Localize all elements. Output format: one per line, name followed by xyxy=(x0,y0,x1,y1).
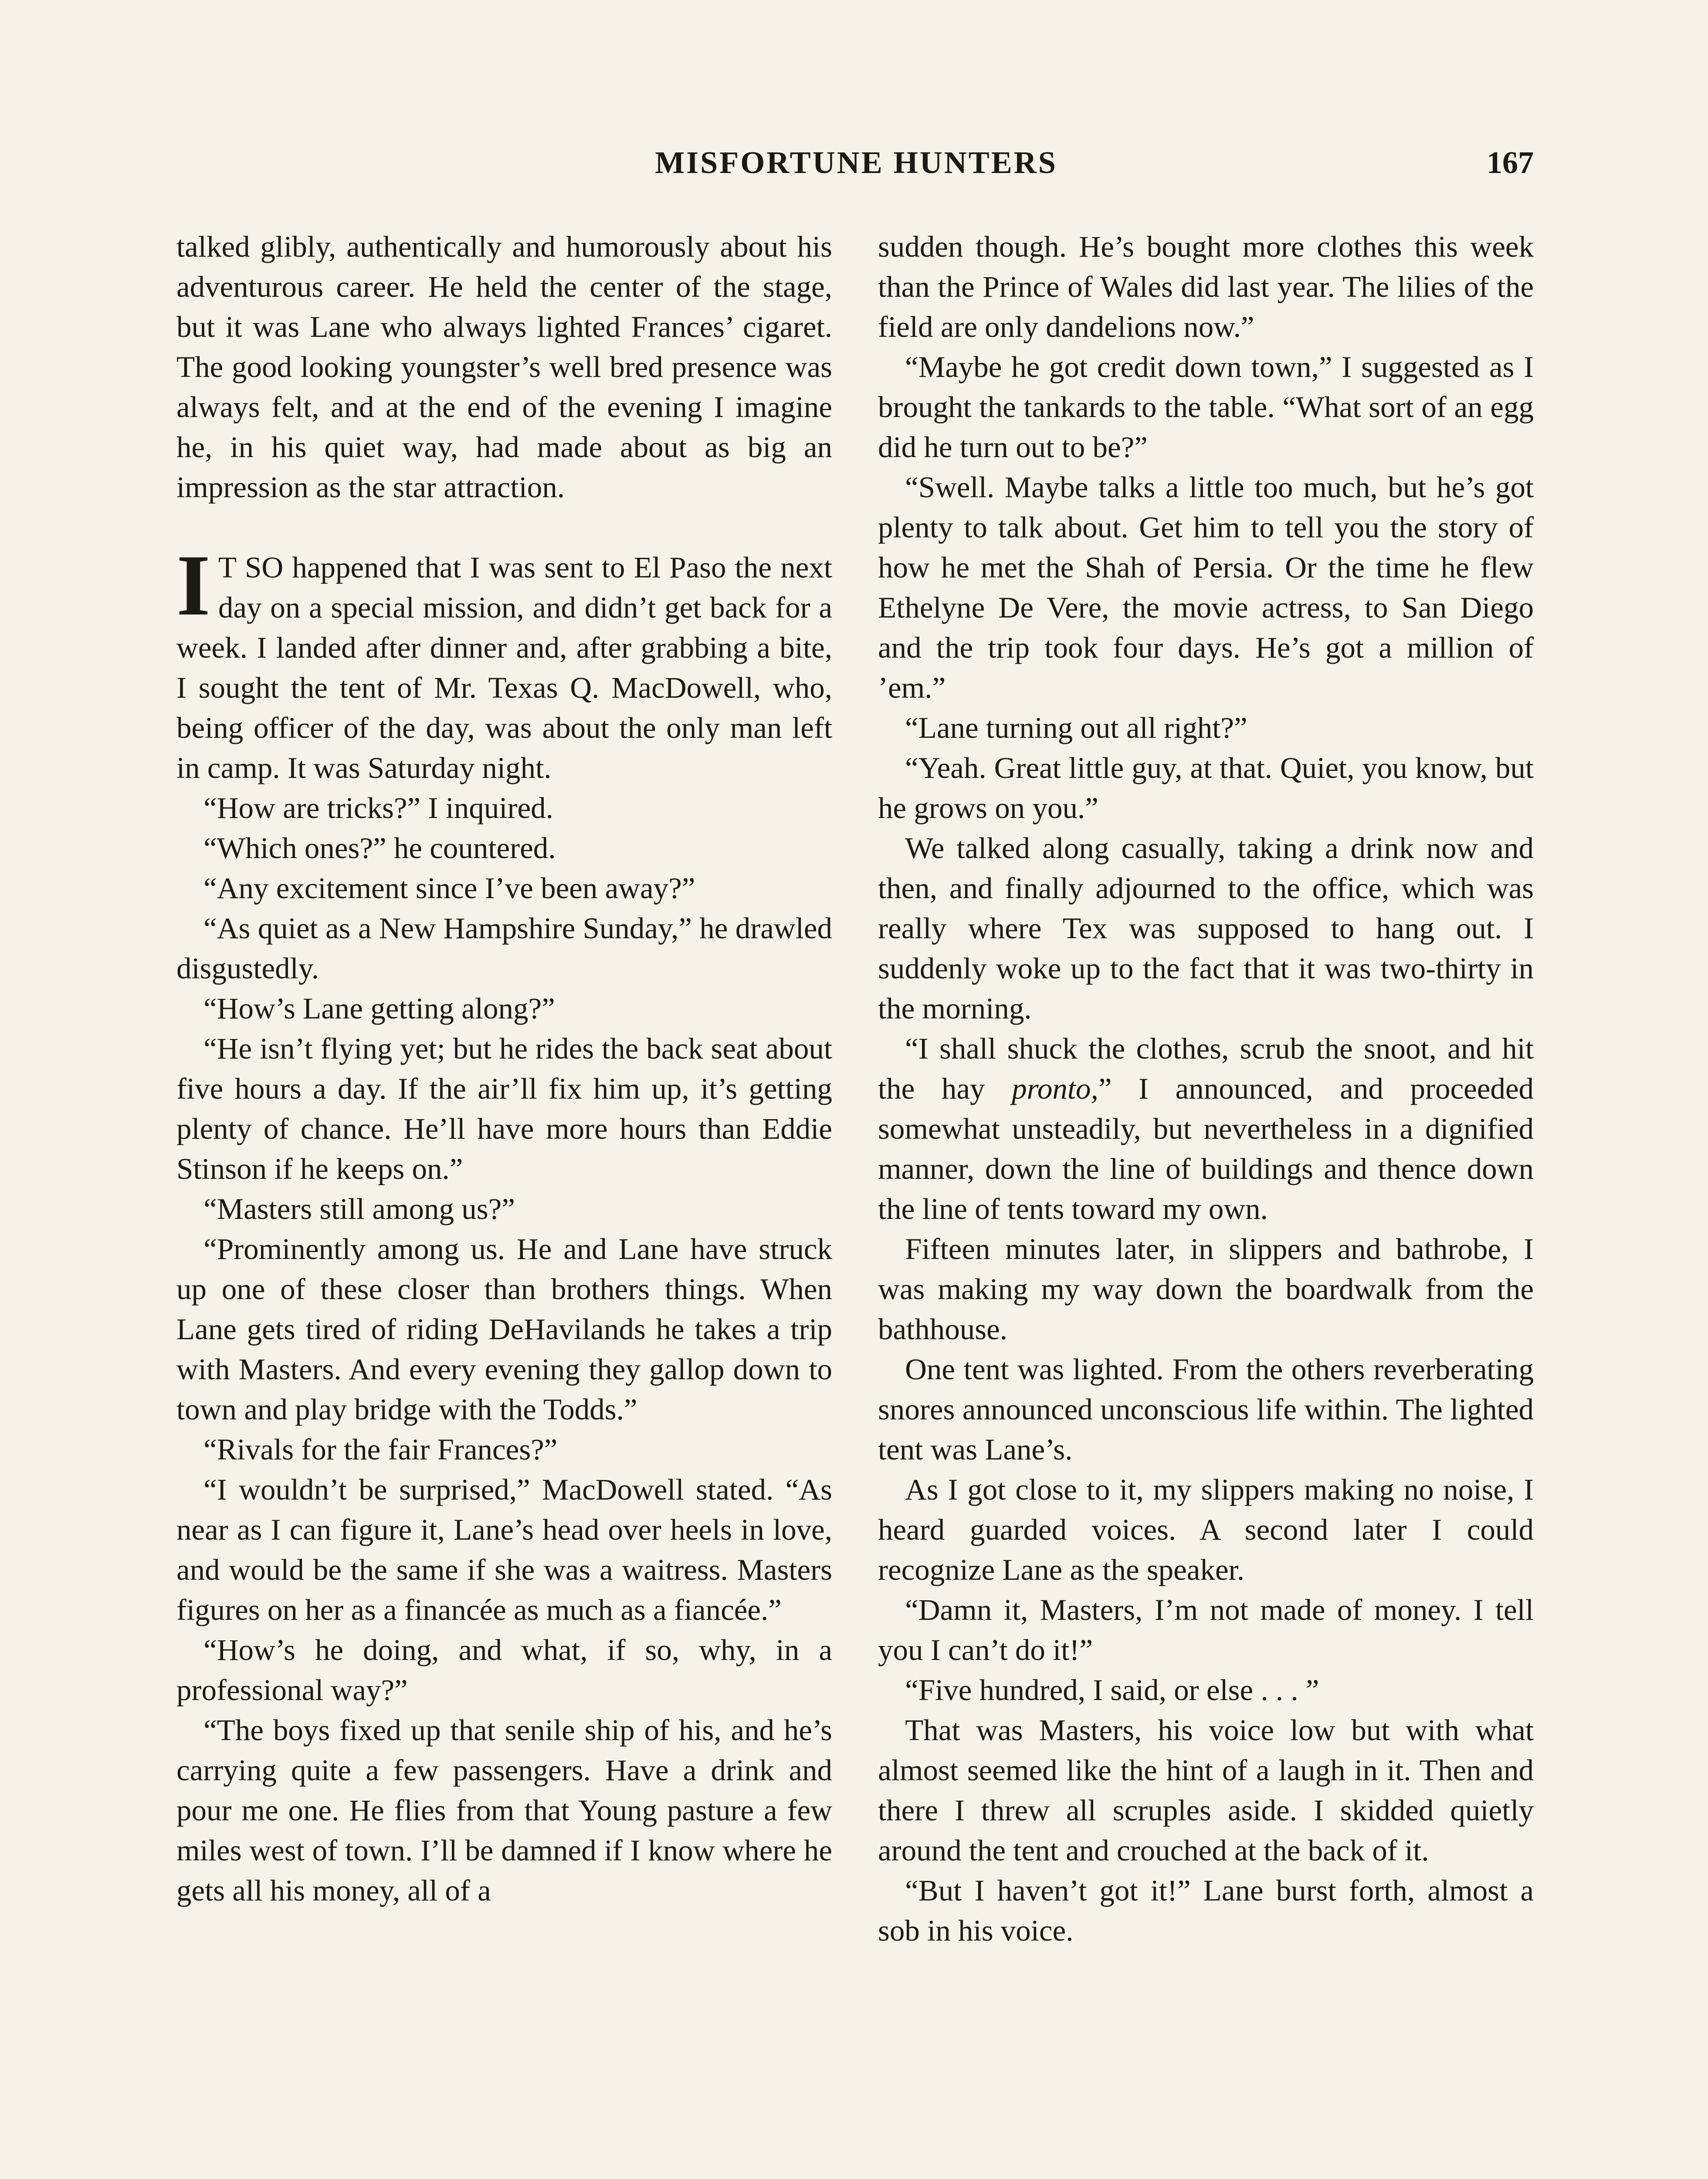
paragraph: “How’s Lane getting along?” xyxy=(203,992,555,1025)
italic-word: pronto, xyxy=(1012,1072,1098,1105)
paragraph: “Any excitement since I’ve been away?” xyxy=(203,872,695,905)
paragraph: We talked along casually, taking a drink now and then, and finally adjourned to the office, which was really where Tex was supposed to hang out. I suddenly woke up to the fact that it was two-thirty in the morning. xyxy=(878,832,1534,1025)
text-column-right xyxy=(878,227,1534,1951)
paragraph: “Swell. Maybe talks a little too much, but he’s got plenty to talk about. Get him to tell you the story of how he met the Shah of Persia. Or the time he flew Ethelyne De Vere, the movie actress, to San Diego and the trip took four days. He’s got a million of ’em.” xyxy=(878,471,1534,704)
paragraph-text: “I shall shuck the clothes, scrub the snoot, and hit the hay xyxy=(878,1032,1534,1105)
paragraph-text: ” I announced, and proceeded somewhat unsteadily, but nevertheless in a dignified manner, down the line of buildings and thence down the line of tents toward my own. xyxy=(878,1072,1534,1225)
paragraph: “How’s he doing, and what, if so, why, in a professional way?” xyxy=(176,1633,832,1707)
paragraph: “Five hundred, I said, or else . . . ” xyxy=(905,1673,1319,1707)
drop-cap: I xyxy=(176,537,210,634)
paragraph: “Rivals for the fair Frances?” xyxy=(203,1433,558,1466)
section-opening-paragraph xyxy=(176,537,832,788)
paragraph: “The boys fixed up that senile ship of his, and he’s carrying quite a few passengers. Have a drink and pour me one. He flies from that Young pasture a few miles west of town. I’ll be damned if I know where he gets all his money, all of a xyxy=(176,1714,832,1907)
paragraph: One tent was lighted. From the others reverberating snores announced unconscious life within. The lighted tent was Lane’s. xyxy=(878,1353,1534,1466)
paragraph: “But I haven’t got it!” Lane burst forth, almost a sob in his voice. xyxy=(878,1874,1534,1947)
paragraph: That was Masters, his voice low but with what almost seemed like the hint of a laugh in it. Then and there I threw all scruples aside. I skidded quietly around the tent and crouched at the back of it. xyxy=(878,1714,1534,1867)
page-number: 167 xyxy=(1487,145,1534,180)
paragraph-text: T SO happened that I was sent to El Paso the next day on a special mission, and didn’t get back for a week. I landed after dinner and, after grabbing a bite, I sought the tent of Mr. Texas Q. MacDowell, who, being officer of the day, was about the only man left in camp. It was Saturday night. xyxy=(176,551,832,784)
text-column-left xyxy=(176,227,832,1911)
paragraph: “Masters still among us?” xyxy=(203,1192,515,1225)
paragraph: “How are tricks?” I inquired. xyxy=(203,791,553,825)
paragraph: “As quiet as a New Hampshire Sunday,” he drawled disgustedly. xyxy=(176,912,832,985)
paragraph: “Yeah. Great little guy, at that. Quiet, you know, but he grows on you.” xyxy=(878,751,1534,825)
paragraph: “Which ones?” he countered. xyxy=(203,832,556,865)
paragraph: talked glibly, authentically and humorously about his adventurous career. He held the center of the stage, but it was Lane who always lighted Frances’ cigaret. The good looking youngster’s well bred presence was always felt, and at the end of the evening I imagine he, in his quiet way, had made about as big an impression as the star attraction. xyxy=(176,230,832,504)
paragraph: “Maybe he got credit down town,” I suggested as I brought the tankards to the table. “What sort of an egg did he turn out to be?” xyxy=(878,350,1534,464)
paragraph: “Lane turning out all right?” xyxy=(905,711,1247,744)
paragraph: “He isn’t flying yet; but he rides the back seat about five hours a day. If the air’ll fix him up, it’s getting plenty of chance. He’ll have more hours than Eddie Stinson if he keeps on.” xyxy=(176,1032,832,1185)
running-head-title: MISFORTUNE HUNTERS xyxy=(655,145,1057,180)
paragraph: “I wouldn’t be surprised,” MacDowell stated. “As near as I can figure it, Lane’s head over heels in love, and would be the same if she was a waitress. Masters figures on her as a financée as much as a fiancée.” xyxy=(176,1473,832,1626)
running-head xyxy=(179,139,1534,187)
paragraph: “Damn it, Masters, I’m not made of money. I tell you I can’t do it!” xyxy=(878,1593,1534,1666)
paragraph: sudden though. He’s bought more clothes this week than the Prince of Wales did last year. The lilies of the field are only dandelions now.” xyxy=(878,230,1534,343)
paragraph: Fifteen minutes later, in slippers and bathrobe, I was making my way down the boardwalk from the bathhouse. xyxy=(878,1232,1534,1346)
paragraph: As I got close to it, my slippers making no noise, I heard guarded voices. A second later I could recognize Lane as the speaker. xyxy=(878,1473,1534,1586)
paragraph xyxy=(878,1028,1534,1229)
paragraph: “Prominently among us. He and Lane have struck up one of these closer than brothers things. When Lane gets tired of riding DeHavilands he takes a trip with Masters. And every evening they gallop down to town and play bridge with the Todds.” xyxy=(176,1232,832,1426)
